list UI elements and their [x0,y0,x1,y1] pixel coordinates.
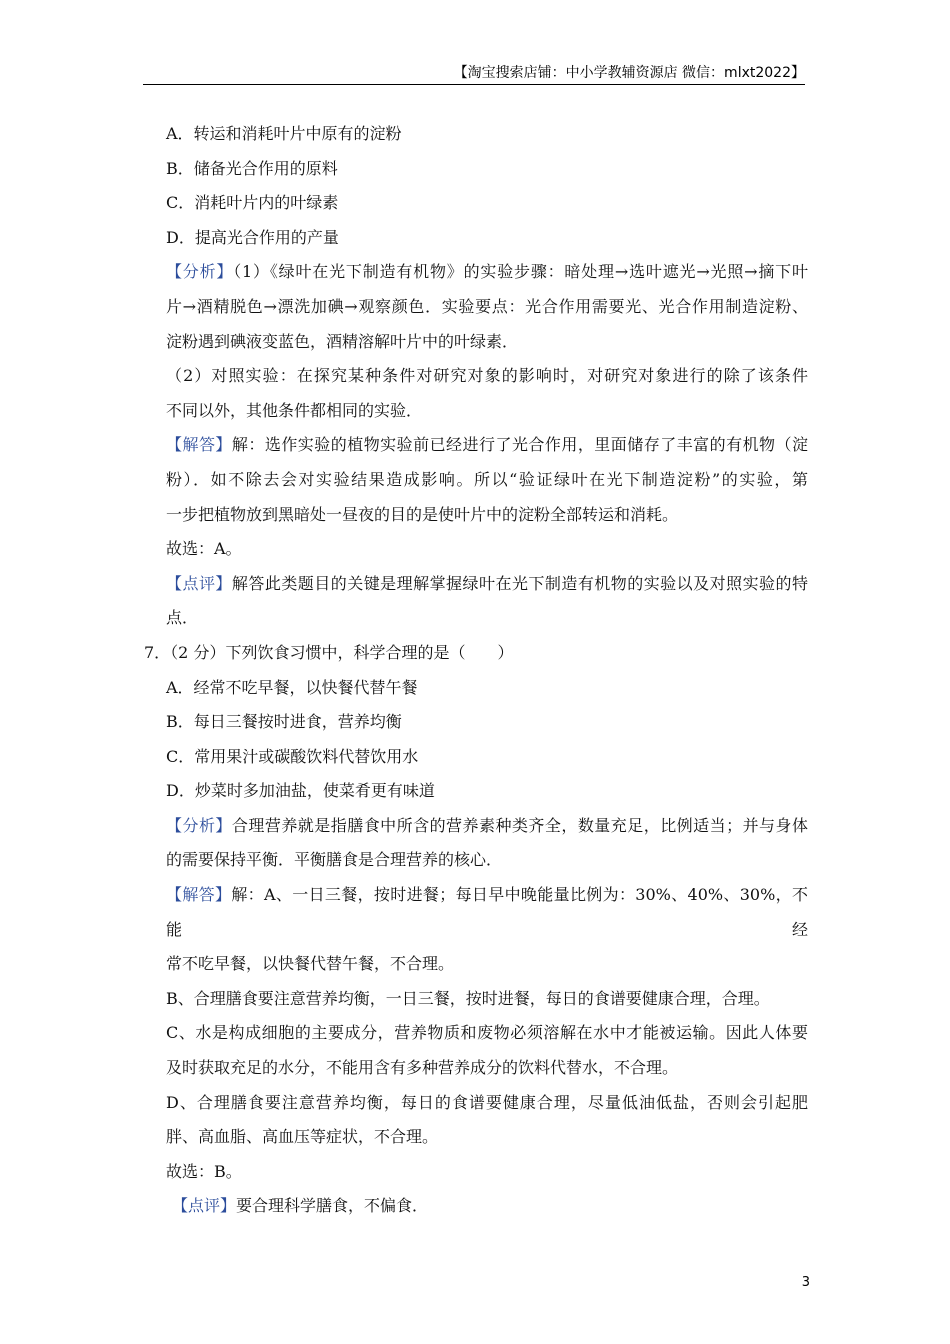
q7-answer-line-3: B、合理膳食要注意营养均衡，一日三餐，按时进餐，每日的食谱要健康合理，合理。 [166,988,770,1008]
q7-analysis-line-1: 【分析】合理营养就是指膳食中所含的营养素种类齐全，数量充足，比例适当；并与身体 [166,815,808,835]
q6-analysis-line-1: 【分析】（1）《绿叶在光下制造有机物》的实验步骤：暗处理→选叶遮光→光照→摘下叶 [166,262,808,282]
q6-comment-line-1: 【点评】解答此类题目的关键是理解掌握绿叶在光下制造有机物的实验以及对照实验的特 [166,573,808,593]
q6-analysis-line-4: （2）对照实验：在探究某种条件对研究对象的影响时，对研究对象进行的除了该条件 [166,366,808,386]
q6-analysis-tag: 【分析】 [166,262,234,282]
q7-choice: 故选：B。 [166,1161,242,1181]
q7-comment-tag: 【点评】 [172,1196,237,1216]
q6-option-c: C．消耗叶片内的叶绿素 [166,193,339,213]
q6-option-d: D．提高光合作用的产量 [166,227,339,247]
q7-answer-line-2: 常不吃早餐，以快餐代替午餐，不合理。 [166,954,455,974]
q7-option-c: C．常用果汁或碳酸饮料代替饮用水 [166,746,419,766]
q6-choice: 故选：A。 [166,539,242,559]
q6-comment-tag: 【点评】 [166,573,232,593]
page-content [140,117,808,1224]
q7-option-d: D．炒菜时多加油盐，使菜肴更有味道 [166,781,435,801]
page-number: 3 [801,1275,810,1290]
q7-answer-line-7: 胖、高血脂、高血压等症状，不合理。 [166,1127,439,1147]
q7-stem: 7．（2 分）下列饮食习惯中，科学合理的是（ ） [144,642,514,662]
q7-answer-tag: 【解答】 [166,885,232,905]
q6-answer-line-2: 粉）．如不除去会对实验结果造成影响。所以“验证绿叶在光下制造淀粉”的实验，第 [166,469,808,489]
q7-answer-line-6: D、合理膳食要注意营养均衡，每日的食谱要健康合理，尽量低油低盐，否则会引起肥 [166,1092,808,1112]
q7-answer-line-1: 【解答】解：A、一日三餐，按时进餐；每日早中晚能量比例为：30%、40%、30%，不能经 [166,885,808,939]
q7-answer-line-5: 及时获取充足的水分，不能用含有多种营养成分的饮料代替水，不合理。 [166,1058,679,1078]
q7-option-b: B．每日三餐按时进食，营养均衡 [166,712,402,732]
q6-answer-tag: 【解答】 [166,435,232,455]
q6-analysis-line-2: 片→酒精脱色→漂洗加碘→观察颜色．实验要点：光合作用需要光、光合作用制造淀粉、 [166,296,808,316]
q6-option-a: A．转运和消耗叶片中原有的淀粉 [166,124,402,143]
q7-option-a: A．经常不吃早餐，以快餐代替午餐 [166,677,418,697]
q7-comment-line-1: 【点评】要合理科学膳食，不偏食． [172,1196,429,1216]
q7-analysis-tag: 【分析】 [166,815,232,835]
q6-option-b: B．储备光合作用的原料 [166,158,338,178]
q6-comment-line-2: 点． [166,608,199,628]
q6-analysis-line-5: 不同以外，其他条件都相同的实验． [166,400,423,420]
page-header: 【淘宝搜索店铺：中小学教辅资源店 微信：mlxt2022】 [453,65,805,81]
q7-analysis-line-2: 的需要保持平衡．平衡膳食是合理营养的核心． [166,850,503,870]
q6-answer-line-3: 一步把植物放到黑暗处一昼夜的目的是使叶片中的淀粉全部转运和消耗。 [166,504,679,524]
q6-answer-line-1: 【解答】解：选作实验的植物实验前已经进行了光合作用，里面储存了丰富的有机物（淀 [166,435,808,455]
q6-analysis-line-3: 淀粉遇到碘液变蓝色，酒精溶解叶片中的叶绿素． [166,331,519,351]
header-rule [143,84,805,85]
q7-answer-line-4: C、水是构成细胞的主要成分，营养物质和废物必须溶解在水中才能被运输。因此人体要 [166,1023,808,1043]
